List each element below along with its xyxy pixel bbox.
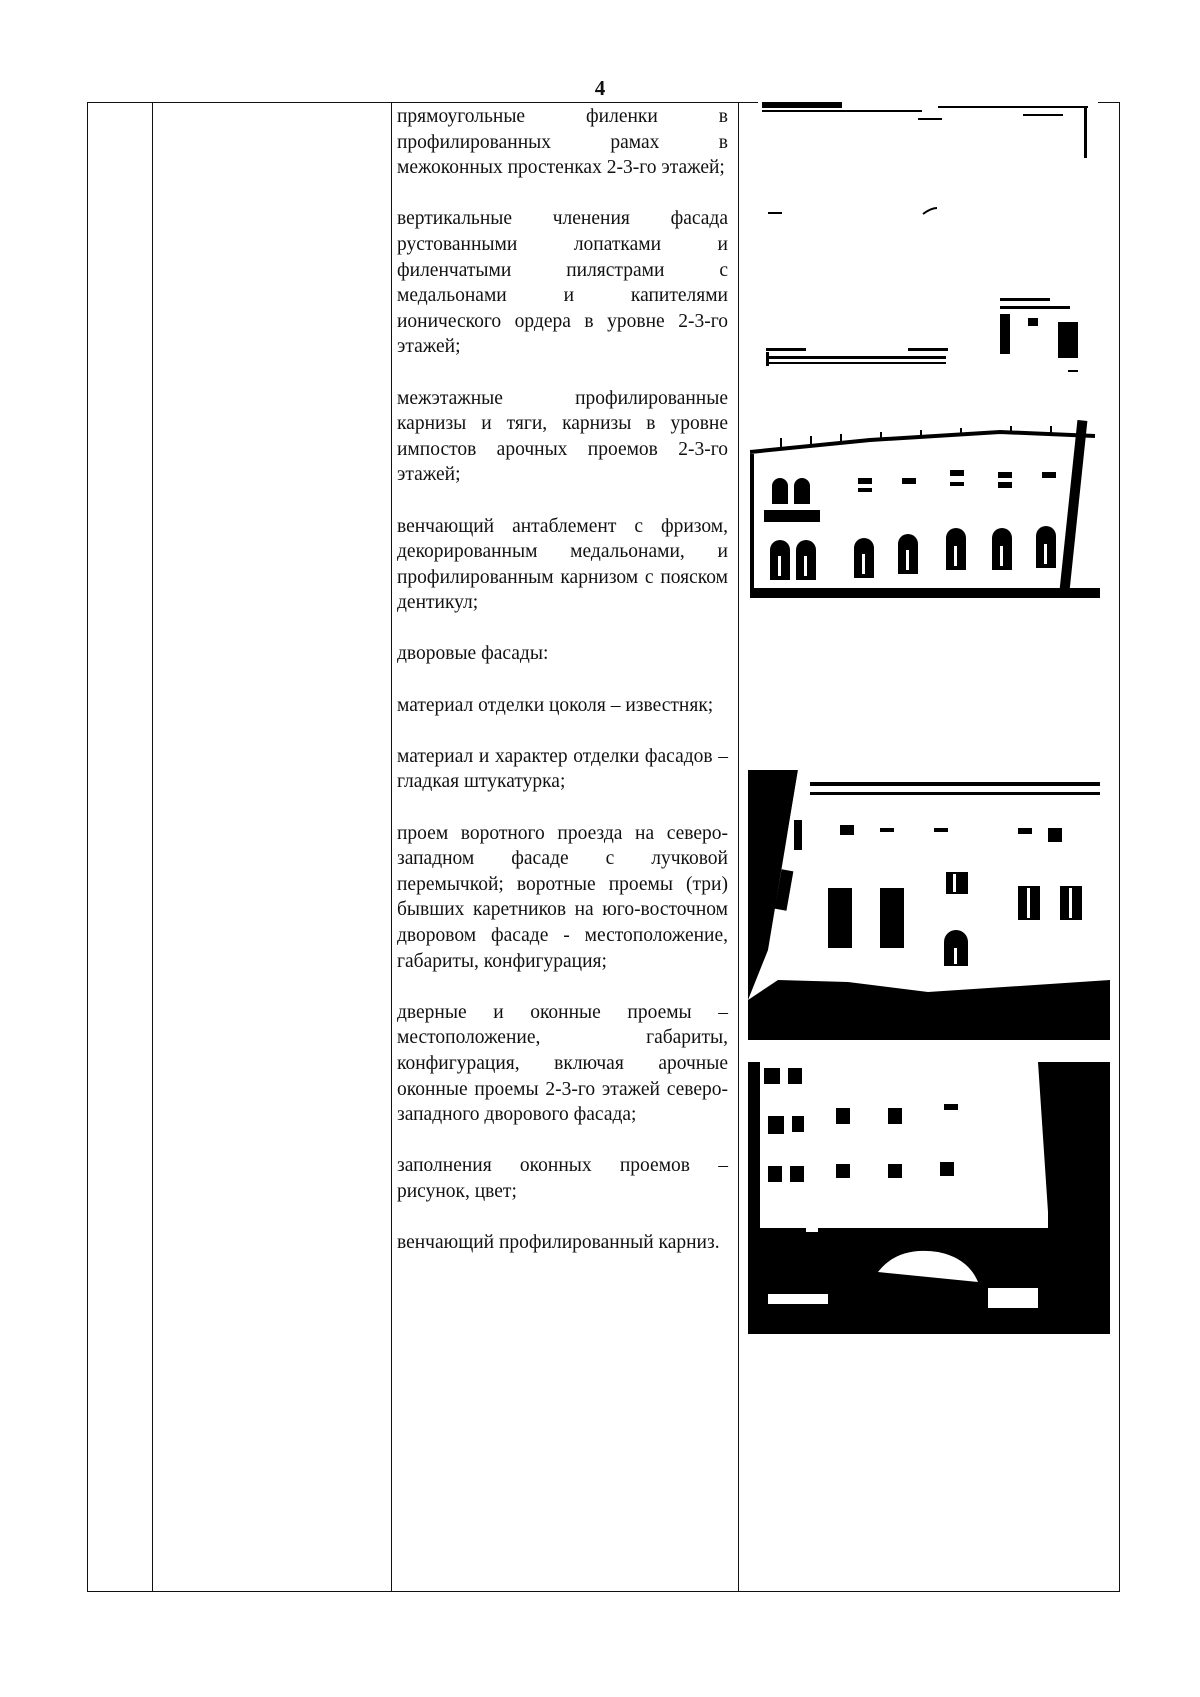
paragraph-plinth: материал отделки цоколя – известняк; [397,694,714,716]
paragraph-vertical-divisions: вертикальные членения фасада рустованными лопатками и филенчатыми пилястрами с медальонами и капителями ионического ордера в уровне 2-3-го этажей; [397,208,728,358]
description-column [397,104,728,1281]
paragraph-cornices: межэтажные профилированные карнизы и тяги, карнизы в уровне импостов арочных проемов 2-3-го этажей; [397,387,728,486]
courtyard-photo [748,1062,1110,1334]
paragraph-panels: прямоугольные филенки в профилированных рамах в межоконных простенках 2-3-го этажей; [397,106,728,179]
paragraph-gate: проем воротного проезда на северо-западном фасаде с лучковой перемычкой; воротные проемы (три) бывших каретников на юго-восточном дворовом фасаде - местоположение, габариты, конфигурация; [397,822,728,972]
paragraph-crown-cornice: венчающий профилированный карниз. [397,1232,720,1254]
paragraph-finish: материал и характер отделки фасадов – гладкая штукатурка; [397,745,728,793]
paragraph-window-fill: заполнения оконных проемов – рисунок, цвет; [397,1155,728,1202]
column-divider-3 [738,103,739,1591]
page-number: 4 [594,76,606,100]
column-divider-2 [391,103,392,1591]
street-facade-photo [750,420,1100,598]
courtyard-facade-photo [748,770,1110,1040]
column-divider-1 [152,103,153,1591]
paragraph-entablature: венчающий антаблемент с фризом, декорированным медальонами, и профилированным карнизом с пояском дентикул; [397,515,728,614]
paragraph-courtyard-heading: дворовые фасады: [397,643,549,665]
facade-detail-photo [758,100,1098,378]
paragraph-openings: дверные и оконные проемы – местоположение, габариты, конфигурация, включая арочные оконные проемы 2-3-го этажей северо-западного дворового фасада; [397,1001,728,1126]
